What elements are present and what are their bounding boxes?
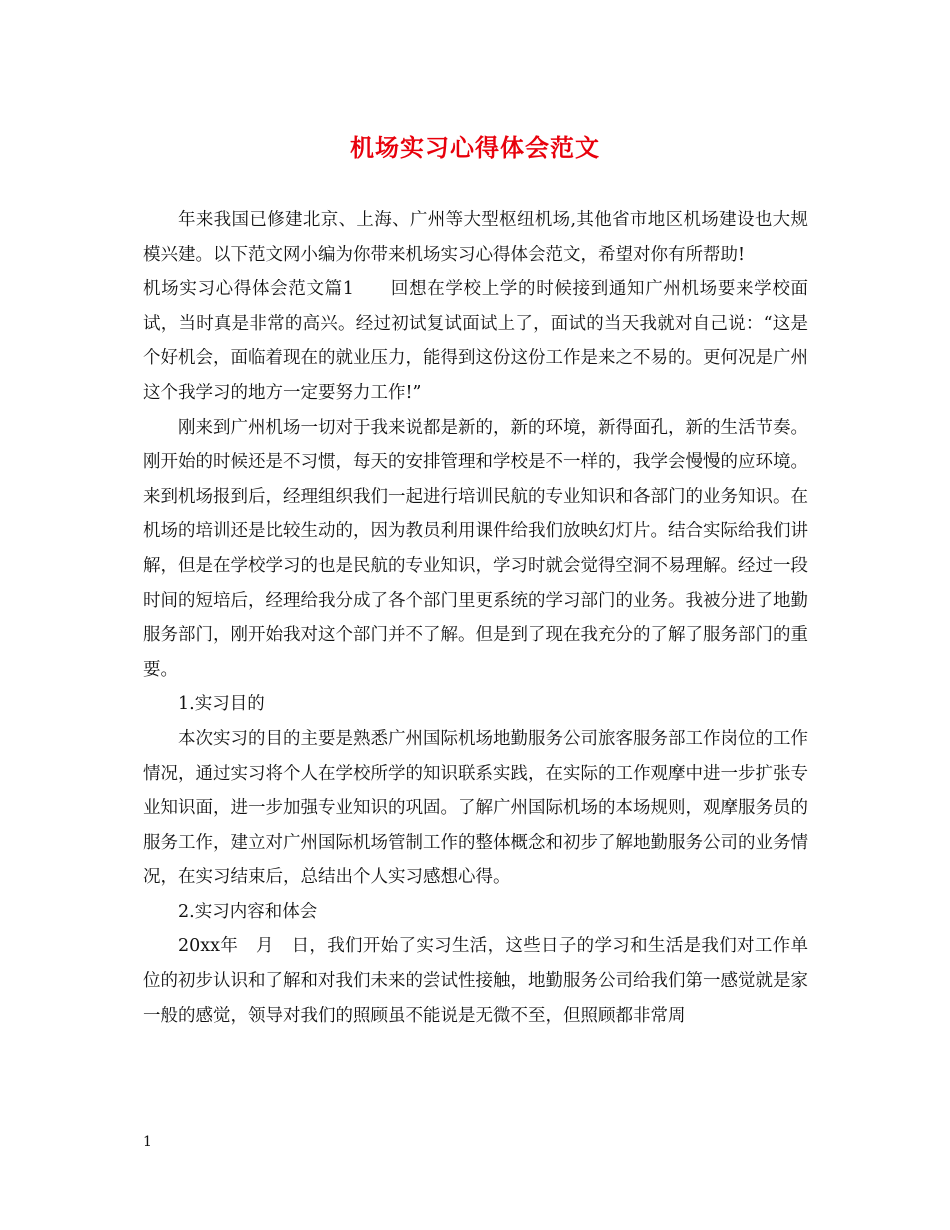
paragraph-internship-purpose: 本次实习的目的主要是熟悉广州国际机场地勤服务公司旅客服务部工作岗位的工作情况，通过实习将个人在学校所学的知识联系实践，在实际的工作观摩中进一步扩张专业知识面，进一步加强专业知识的巩固。了解广州国际机场的本场规则，观摩服务员的服务工作，建立对广州国际机场管制工作的整体概念和初步了解地勤服务公司的业务情况，在实习结束后，总结出个人实习感想心得。 (143, 728, 808, 888)
heading-internship-content: 2.实习内容和体会 (178, 901, 318, 922)
paragraph-intro: 年来我国已修建北京、上海、广州等大型枢纽机场,其他省市地区机场建设也大规模兴建。以下范文网小编为你带来机场实习心得体会范文，希望对你有所帮助! (143, 210, 808, 265)
document-title: 机场实习心得体会范文 (350, 133, 600, 162)
paragraph-new-environment: 刚来到广州机场一切对于我来说都是新的，新的环境，新得面孔，新的生活节奏。刚开始的时候还是不习惯，每天的安排管理和学校是不一样的，我学会慢慢的应环境。来到机场报到后，经理组织我们一起进行培训民航的专业知识和各部门的业务知识。在机场的培训还是比较生动的，因为教员利用课件给我们放映幻灯片。结合实际给我们讲解，但是在学校学习的也是民航的专业知识，学习时就会觉得空洞不易理解。经过一段时间的短培后，经理给我分成了各个部门里更系统的学习部门的业务。我被分进了地勤服务部门，刚开始我对这个部门并不了解。但是到了现在我充分的了解了服务部门的重要。 (143, 417, 808, 680)
heading-internship-purpose: 1.实习目的 (178, 694, 265, 715)
page-number: 1 (143, 1134, 152, 1150)
paragraph-article-1: 机场实习心得体会范文篇1 回想在学校上学的时候接到通知广州机场要来学校面试，当时真是非常的高兴。经过初试复试面试上了，面试的当天我就对自己说：“这是个好机会，面临着现在的就业压力，能得到这份这份工作是来之不易的。更何况是广州这个我学习的地方一定要努力工作!” (143, 279, 808, 403)
paragraph-internship-content: 20xx年 月 日，我们开始了实习生活，这些日子的学习和生活是我们对工作单位的初步认识和了解和对我们未来的尝试性接触，地勤服务公司给我们第一感觉就是家一般的感觉，领导对我们的照顾虽不能说是无微不至，但照顾都非常周 (143, 936, 808, 1026)
document-body (143, 203, 808, 1033)
